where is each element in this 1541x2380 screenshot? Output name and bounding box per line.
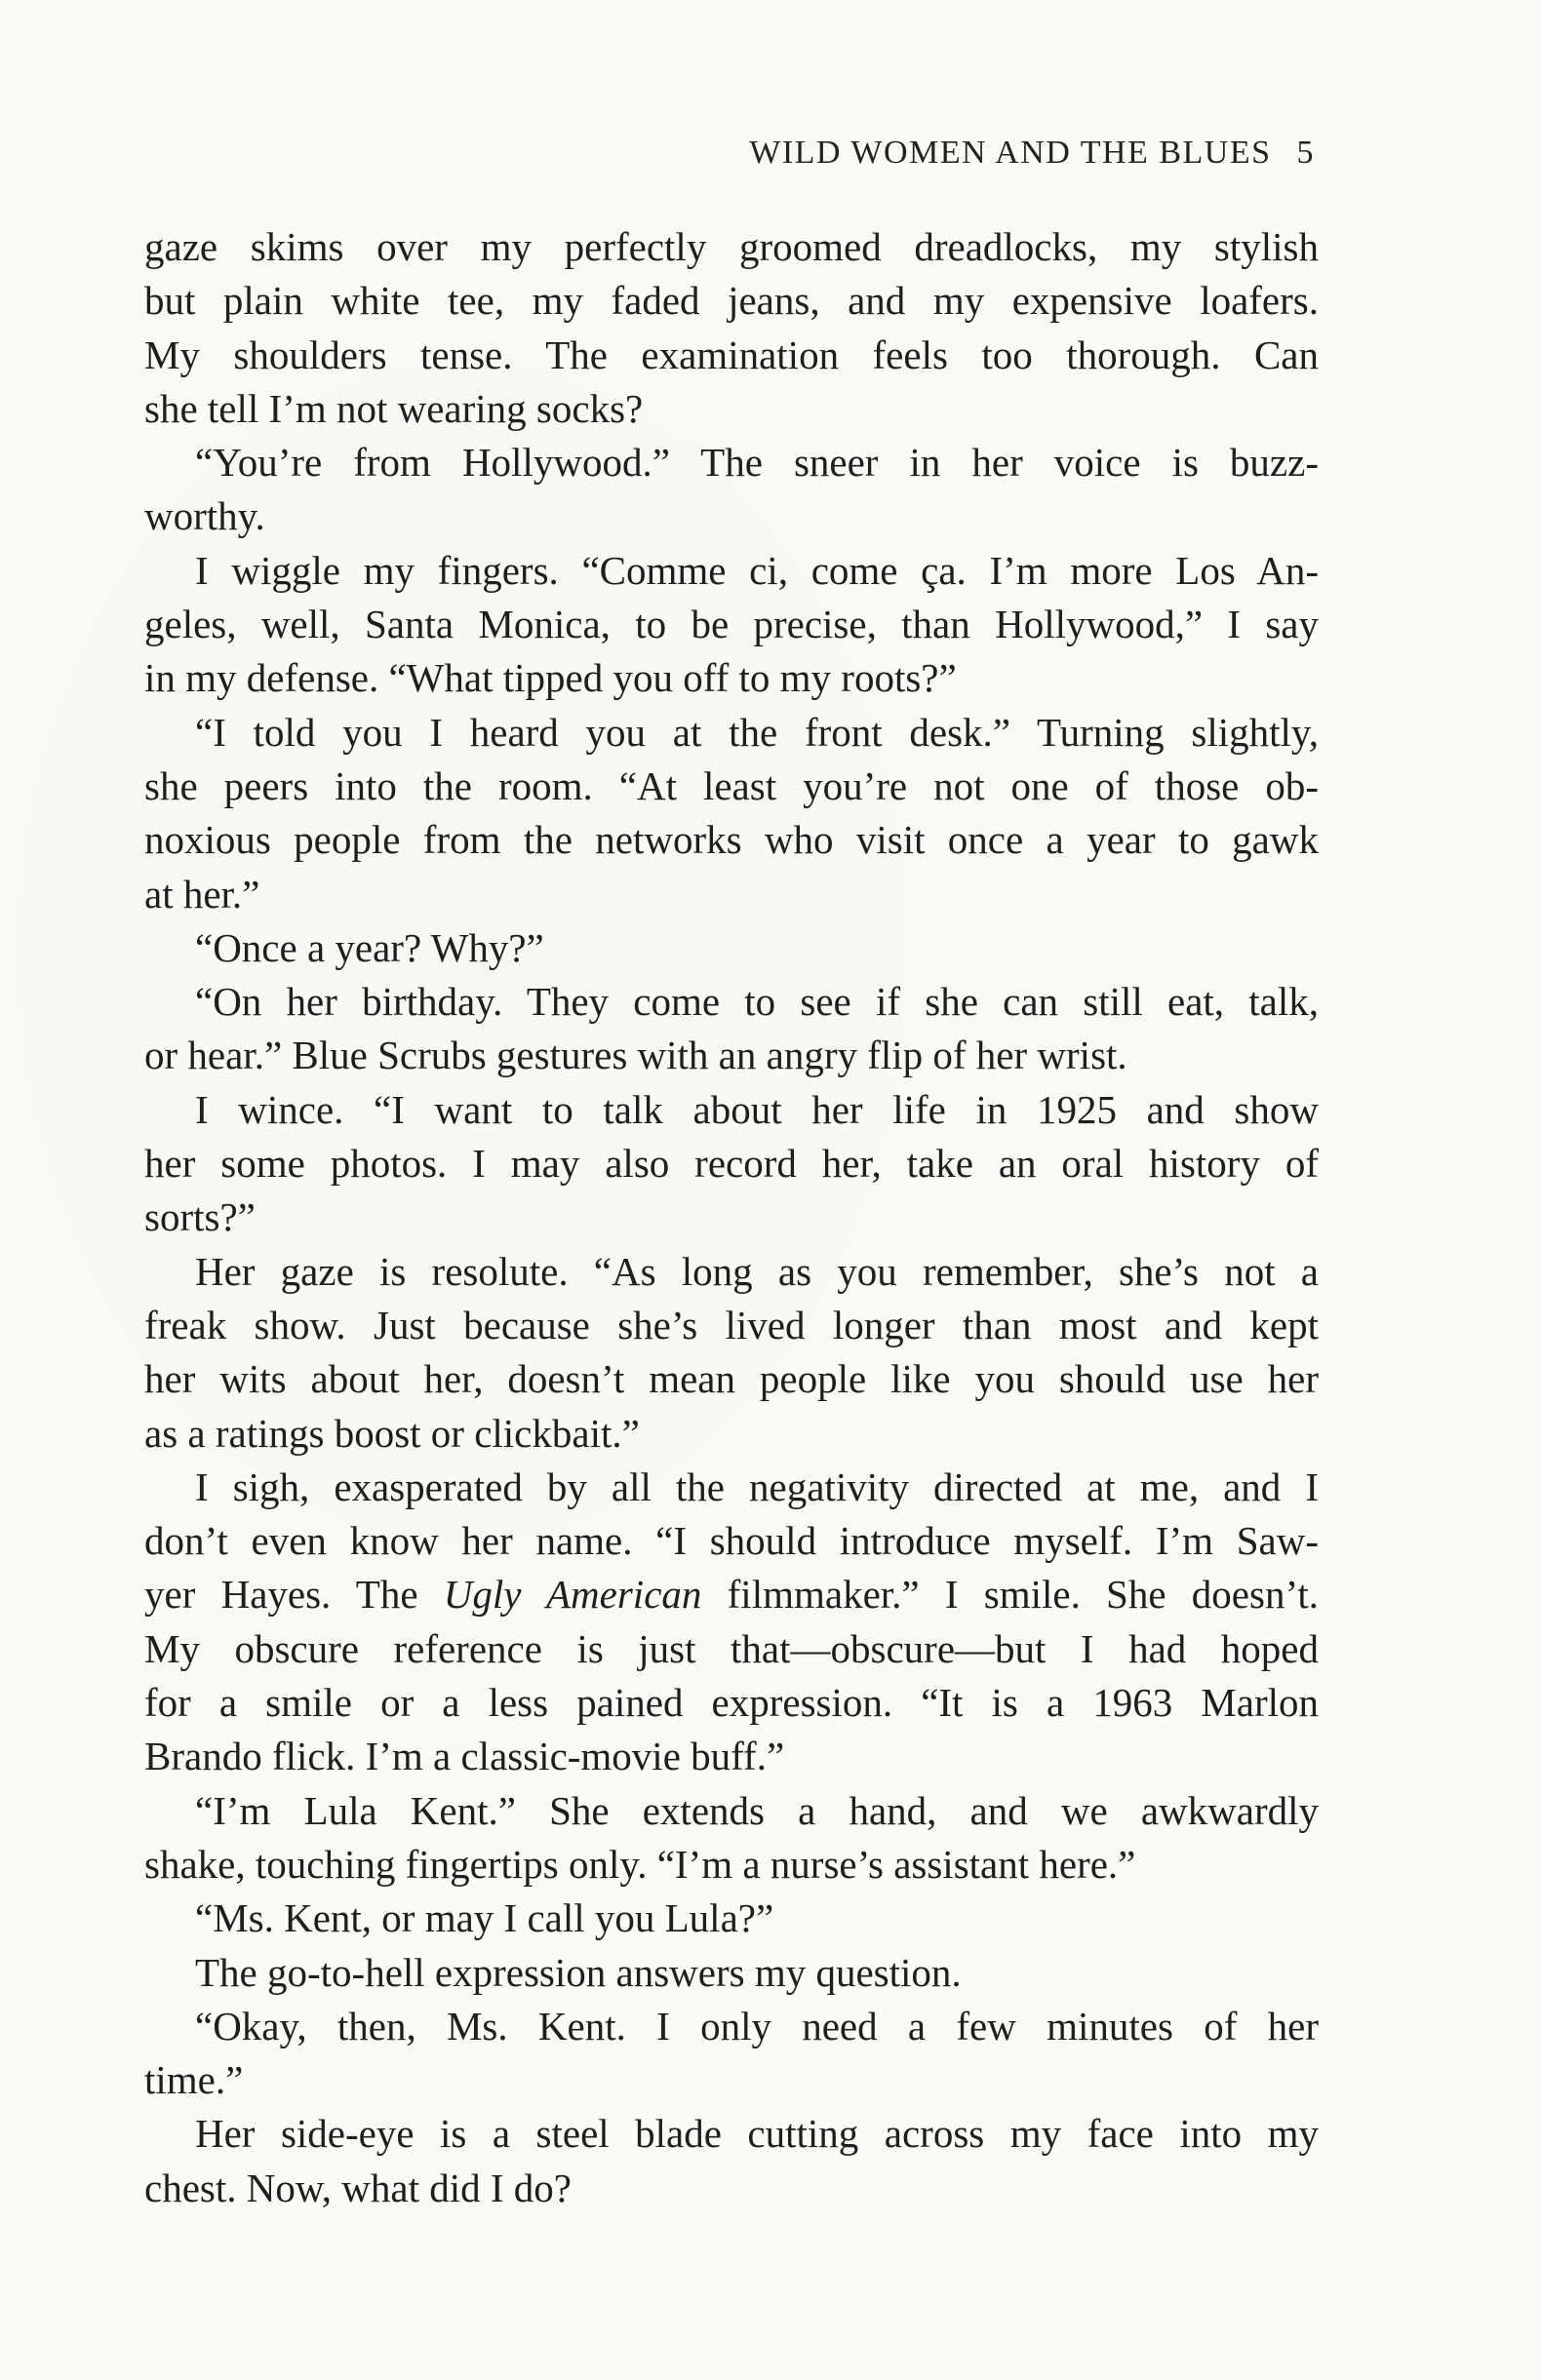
text-line: The go-to-hell expression answers my question.: [195, 1949, 962, 1995]
italic-title: Ugly American: [443, 1572, 702, 1618]
text-line: or hear.” Blue Scrubs gestures with an angry flip of her wrist.: [144, 1033, 1127, 1078]
running-head: [749, 135, 1315, 172]
page-number: 5: [1296, 135, 1315, 171]
text-line: I sigh, exasperated by all the negativity directed at me, and I: [195, 1463, 1319, 1509]
text-line: freak show. Just because she’s lived longer than most and kept: [144, 1302, 1319, 1347]
text-line: “Ms. Kent, or may I call you Lula?”: [195, 1895, 774, 1941]
text-line: Brando flick. I’m a classic-movie buff.”: [144, 1734, 785, 1779]
text-line: chest. Now, what did I do?: [144, 2165, 572, 2210]
text-line: noxious people from the networks who visit once a year to gawk: [144, 817, 1319, 863]
text-line: Her side-eye is a steel blade cutting across my face into my: [195, 2111, 1319, 2157]
text-line: “On her birthday. They come to see if she can still eat, talk,: [195, 979, 1319, 1025]
text-line: worthy.: [144, 493, 265, 539]
text-line: time.”: [144, 2057, 244, 2103]
body-text: [144, 220, 1319, 2215]
text-line: Her gaze is resolute. “As long as you remember, she’s not a: [195, 1248, 1319, 1294]
text-line: I wiggle my fingers. “Comme ci, come ça. I’m more Los An-: [195, 547, 1319, 593]
text-line: “Once a year? Why?”: [195, 924, 544, 970]
text-line: I wince. “I want to talk about her life in 1925 and show: [195, 1086, 1319, 1132]
text-line: don’t even know her name. “I should introduce myself. I’m Saw-: [144, 1518, 1319, 1564]
text-line: My obscure reference is just that—obscure—but I had hoped: [144, 1625, 1319, 1671]
text-line: her wits about her, doesn’t mean people like you should use her: [144, 1356, 1319, 1402]
text-line: geles, well, Santa Monica, to be precise, than Hollywood,” I say: [144, 602, 1319, 647]
text-line: her some photos. I may also record her, take an oral history of: [144, 1141, 1319, 1187]
text-line: at her.”: [144, 871, 260, 917]
text-line: but plain white tee, my faded jeans, and my expensive loafers.: [144, 278, 1319, 324]
text-line: in my defense. “What tipped you off to my roots?”: [144, 655, 957, 701]
text-line: gaze skims over my perfectly groomed dreadlocks, my stylish: [144, 224, 1319, 269]
text-line: as a ratings boost or clickbait.”: [144, 1410, 640, 1456]
text-line: yer Hayes. The Ugly American filmmaker.” I smile. She doesn’t.: [144, 1572, 1320, 1618]
text-line: for a smile or a less pained expression. “It is a 1963 Marlon: [144, 1680, 1319, 1726]
text-line: My shoulders tense. The examination feels too thorough. Can: [144, 332, 1319, 377]
text-line: shake, touching fingertips only. “I’m a nurse’s assistant here.”: [144, 1841, 1136, 1887]
running-head-title: WILD WOMEN AND THE BLUES: [749, 135, 1272, 171]
text-line: “Okay, then, Ms. Kent. I only need a few minutes of her: [195, 2003, 1319, 2048]
text-line: “I’m Lula Kent.” She extends a hand, and we awkwardly: [195, 1787, 1319, 1833]
text-line: she tell I’m not wearing socks?: [144, 385, 644, 431]
text-line: “I told you I heard you at the front desk.” Turning slightly,: [195, 709, 1319, 755]
text-line: she peers into the room. “At least you’re not one of those ob-: [144, 762, 1319, 808]
text-line: “You’re from Hollywood.” The sneer in her voice is buzz-: [195, 440, 1319, 486]
text-line: sorts?”: [144, 1194, 256, 1240]
